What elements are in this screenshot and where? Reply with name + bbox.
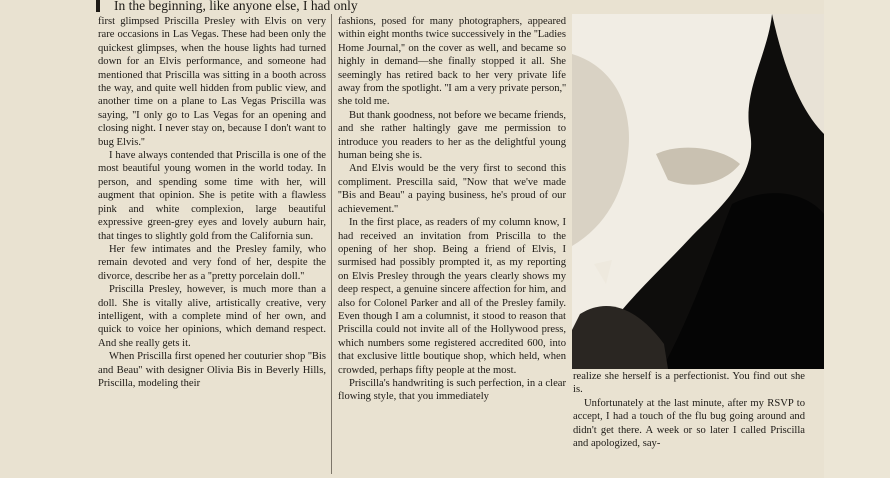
portrait-photo: [572, 14, 824, 369]
paragraph: Priscilla's handwriting is such perfection, in a clear flowing style, that you immediately: [338, 377, 566, 403]
paragraph: In the first place, as readers of my column know, I had received an invitation from Priscilla to the opening of her shop. Being a friend of Elvis, I surmised had possibly prompted it, as my reporting on Elvis Presley through the years clearly shows my deep respect, a genuine sincere affection for him, and also for Colonel Parker and all of the Presley family. Even though I am a columnist, it stood to reason that Priscilla could not invite all of the Hollywood press, which numbers some registered accredited 600, into that exclusive little boutique shop, which held, when crowded, perhaps fifty people at the most.: [338, 217, 566, 376]
article-column-1: [98, 15, 326, 390]
paragraph: When Priscilla first opened her couturier shop ''Bis and Beau'' with designer Olivia Bis in Beverly Hills, Priscilla, modeling their: [98, 351, 326, 389]
paragraph: fashions, posed for many photographers, appeared within eight months twice successively in the ''Ladies Home Journal,'' on the cover as well, and became so highly in demand—she finally stopped it all. She seemingly has retired back to her very private life away from the spotlight. ''I am a very private person,'' she told me.: [338, 16, 566, 108]
page-margin: [824, 0, 890, 478]
paragraph: Her few intimates and the Presley family, who remain devoted and very fond of her, despite the divorce, describe her as a ''pretty porcelain doll.'': [98, 243, 326, 282]
paragraph: realize she herself is a perfectionist. You find out she is.: [573, 371, 805, 396]
lead-bar-mark: [96, 0, 100, 12]
article-column-3: [573, 370, 805, 450]
portrait-photo-graphic: [572, 14, 824, 369]
article-column-2: [338, 15, 566, 404]
paragraph: But thank goodness, not before we became friends, and she rather haltingly gave me permission to introduce you readers to her as the delightful young human being she is.: [338, 109, 566, 162]
paragraph: And Elvis would be the very first to second this compliment. Prescilla said, ''Now that we've made ''Bis and Beau'' a paying business, he's proud of our achievement.'': [338, 163, 566, 215]
paragraph: Priscilla Presley, however, is much more than a doll. She is vitally alive, artistically creative, very intelligent, with a complete mind of her own, and quick to voice her opinions, which demand respect. And she really gets it.: [98, 284, 326, 349]
paragraph: Unfortunately at the last minute, after my RSVP to accept, I had a touch of the flu bug going around and didn't get there. A week or so later I called Priscilla and apologized, say-: [573, 397, 805, 450]
lead-text: In the beginning, like anyone else, I had only: [114, 0, 358, 13]
paragraph: first glimpsed Priscilla Presley with Elvis on very rare occasions in Las Vegas. These had been only the quickest glimpses, when the house lights had turned down for an Elvis performance, and someone had mentioned that Priscilla was sitting in a booth across the way, and quite well hidden from public view, and another time on a plane to Las Vegas Priscilla was saying, ''I only go to Las Vegas for an opening and closing night. I never stay on, because I don't want to bug Elvis.'': [98, 16, 326, 148]
column-divider: [331, 14, 332, 474]
column-lead-line: [96, 0, 586, 14]
paragraph: I have always contended that Priscilla is one of the most beautiful young women in the world today. In person, and spending some time with her, will augment that opinion. She is petite with a flawless pink and white complexion, large beautiful expressive green-grey eyes and lovely auburn hair, that tinges to slightly gold from the California sun.: [98, 150, 326, 242]
